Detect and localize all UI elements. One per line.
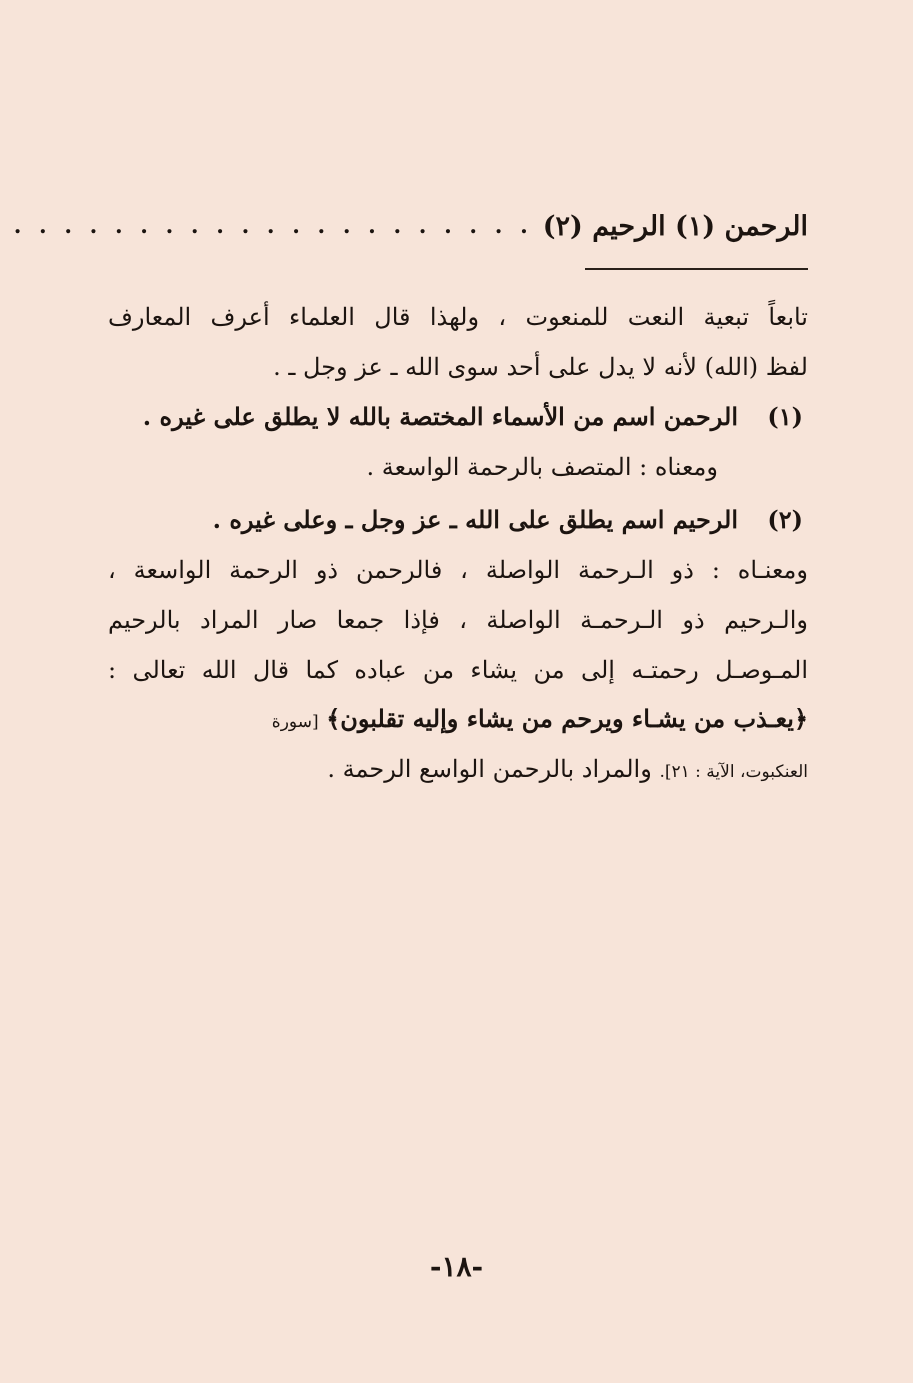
footnote-1-number: (١) xyxy=(767,402,803,431)
body-line-2: لفظ (الله) لأنه لا يدل على أحد سوى الله ـ عز وجل ـ . xyxy=(273,353,808,381)
footnote-2-line-4: المـوصـل رحمتـه إلى من يشاء من عباده كما قال الله تعالى : xyxy=(108,656,808,684)
citation-start: [سورة xyxy=(271,712,319,732)
body-line-1: تابعاً تبعية النعت للمنعوت ، ولهذا قال العلماء أعرف المعارف xyxy=(108,303,808,331)
running-header xyxy=(13,206,808,246)
header-rule xyxy=(585,268,808,270)
footnote-2-closing-text: والمراد بالرحمن الواسع الرحمة . xyxy=(327,755,652,783)
footnote-1-line-2: ومعناه : المتصف بالرحمة الواسعة . xyxy=(366,453,718,481)
header-title: الرحمن (١) الرحيم (٢) xyxy=(542,210,808,242)
page-number: -١٨- xyxy=(429,1250,484,1283)
quran-quote: ﴿يعـذب من يشـاء ويرحم من يشاء وإليه تقلبون﴾ xyxy=(326,704,808,733)
footnote-2-line-1: الرحيم اسم يطلق على الله ـ عز وجل ـ وعلى غيره . xyxy=(212,505,738,534)
footnote-1-line-1: الرحمن اسم من الأسماء المختصة بالله لا يطلق على غيره . xyxy=(142,402,738,431)
header-leader-dots: . . . . . . . . . . . . . . . . . . . . . xyxy=(13,213,533,239)
footnote-2-line-5 xyxy=(108,702,808,736)
footnote-2-line-6 xyxy=(327,752,808,786)
footnote-2-line-3: والـرحيم ذو الـرحمـة الواصلة ، فإذا جمعا صار المراد بالرحيم xyxy=(108,606,808,634)
footnote-2-line-2: ومعنـاه : ذو الـرحمة الواصلة ، فالرحمن ذو الرحمة الواسعة ، xyxy=(108,556,808,584)
citation-end: العنكبوت، الآية : ٢١]. xyxy=(659,762,808,782)
footnote-2-number: (٢) xyxy=(767,505,803,534)
